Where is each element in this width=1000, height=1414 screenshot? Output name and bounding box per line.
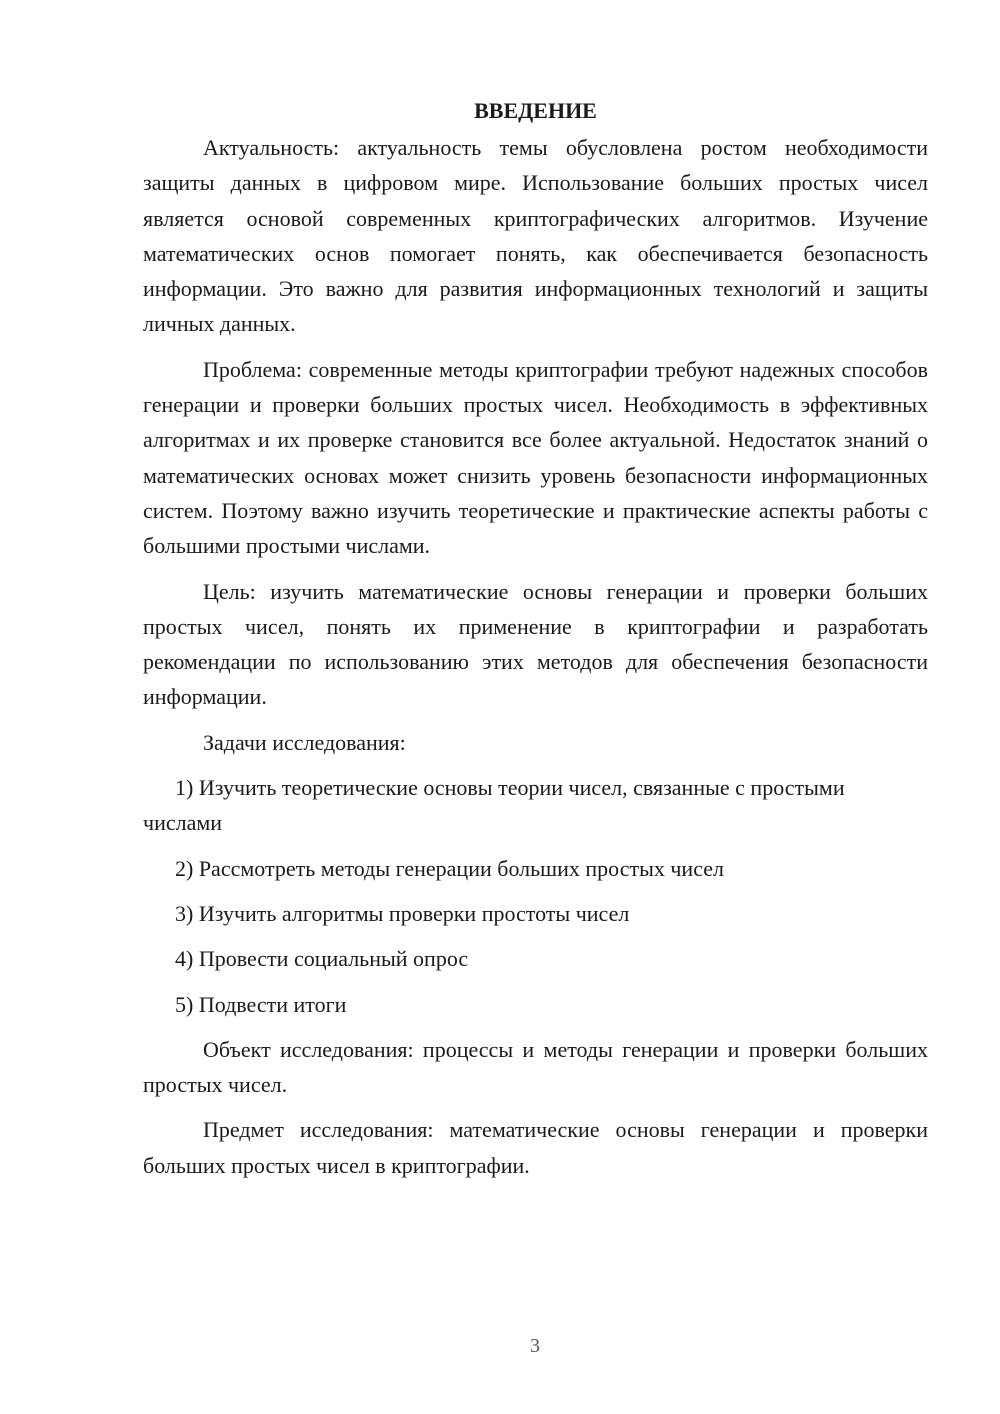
page-number: 3 [530, 1335, 540, 1357]
tasks-list [143, 770, 928, 1022]
relevance-paragraph: Актуальность: актуальность темы обусловлена ростом необходимости защиты данных в цифровом мире. Использование больших простых чисел является основой современных криптографических алгоритмов. Изучение математических основ помогает понять, как обеспечивается безопасность информации. Это важно для развития информационных технологий и защиты личных данных. [143, 135, 928, 337]
task-item: 3) Изучить алгоритмы проверки простоты чисел [175, 900, 630, 926]
object-paragraph: Объект исследования: процессы и методы генерации и проверки больших простых чисел. [143, 1036, 928, 1098]
subject-paragraph: Предмет исследования: математические основы генерации и проверки больших простых чисел в криптографии. [143, 1117, 928, 1178]
task-item: 5) Подвести итоги [175, 991, 347, 1017]
page-title: ВВЕДЕНИЕ [474, 98, 597, 123]
page-content [143, 96, 928, 1193]
tasks-label: Задачи исследования: [203, 729, 406, 755]
goal-paragraph: Цель: изучить математические основы генерации и проверки больших простых чисел, понять их применение в криптографии и разработать рекомендации по использованию этих методов для обеспечения безопасности информации. [143, 578, 928, 710]
task-item: 2) Рассмотреть методы генерации больших простых чисел [175, 855, 724, 881]
problem-paragraph: Проблема: современные методы криптографии требуют надежных способов генерации и проверки больших простых чисел. Необходимость в эффективных алгоритмах и их проверке становится все более актуальной. Недостаток знаний о математических основах может снизить уровень безопасности информационных систем. Поэтому важно изучить теоретические и практические аспекты работы с большими простыми числами. [143, 356, 928, 559]
task-item: 4) Провести социальный опрос [175, 946, 469, 972]
task-item: 1) Изучить теоретические основы теории чисел, связанные с простыми числами [143, 775, 845, 836]
